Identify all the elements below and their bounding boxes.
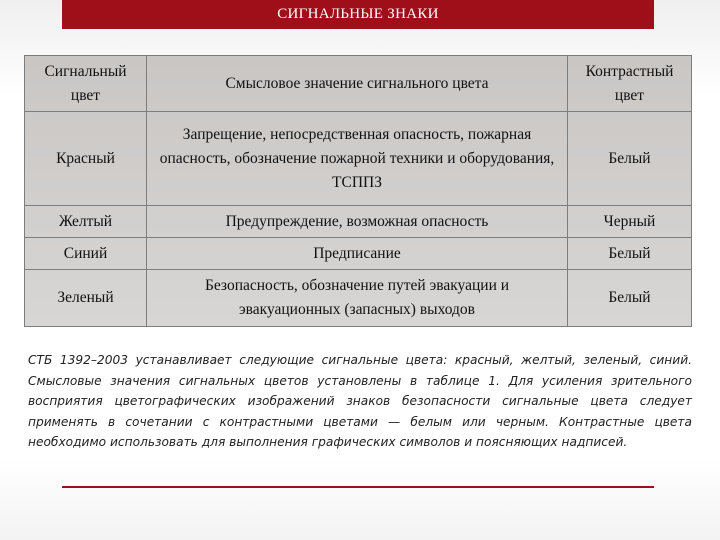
cell-signal-color: Синий: [25, 238, 147, 270]
slide-title: СИГНАЛЬНЫЕ ЗНАКИ: [62, 0, 654, 29]
cell-contrast-color: Белый: [568, 270, 692, 327]
signal-colors-table: [24, 55, 692, 327]
cell-signal-color: Желтый: [25, 206, 147, 238]
bottom-divider: [62, 486, 654, 488]
cell-meaning: Предписание: [147, 238, 568, 270]
table-row: [25, 206, 692, 238]
cell-contrast-color: Белый: [568, 112, 692, 206]
cell-meaning: Предупреждение, возможная опасность: [147, 206, 568, 238]
header-contrast-color: Контрастный цвет: [568, 56, 692, 112]
cell-signal-color: Красный: [25, 112, 147, 206]
table-row: [25, 238, 692, 270]
table-header-row: [25, 56, 692, 112]
cell-meaning: Безопасность, обозначение путей эвакуации и эвакуационных (запасных) выходов: [147, 270, 568, 327]
header-signal-color: Сигнальный цвет: [25, 56, 147, 112]
standard-note: СТБ 1392–2003 устанавливает следующие сигнальные цвета: красный, желтый, зеленый, синий. Смысловые значения сигнальных цветов установлены в таблице 1. Для усиления зрительного восприятия цветографических изображений знаков безопасности сигнальные цвета следует применять в сочетании с контрастными цветами — белым или черным. Контрастные цвета необходимо использовать для выполнения графических символов и поясняющих надписей.: [28, 353, 692, 449]
cell-meaning: Запрещение, непосредственная опасность, пожарная опасность, обозначение пожарной техники и оборудования, ТСППЗ: [147, 112, 568, 206]
table-row: [25, 112, 692, 206]
header-meaning: Смысловое значение сигнального цвета: [147, 56, 568, 112]
table-row: [25, 270, 692, 327]
cell-signal-color: Зеленый: [25, 270, 147, 327]
cell-contrast-color: Белый: [568, 238, 692, 270]
cell-contrast-color: Черный: [568, 206, 692, 238]
